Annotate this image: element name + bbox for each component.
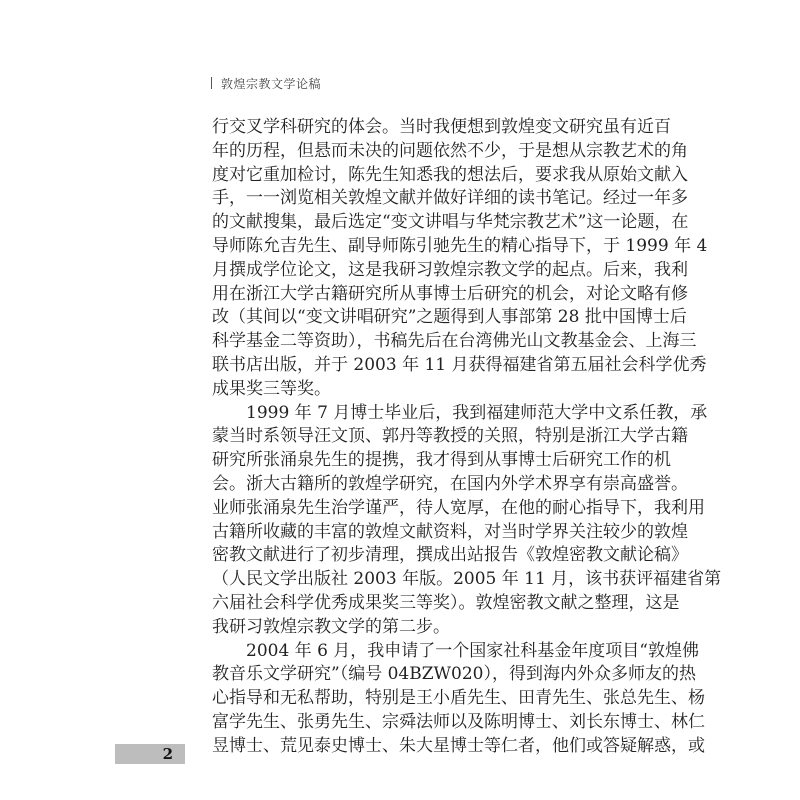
text-line: 成果奖三等奖。 (212, 378, 331, 399)
text-line: 密教文献进行了初步清理，撰成出站报告《敦煌密教文献论稿》 (212, 545, 688, 566)
text-line: 手，一一浏览相关敦煌文献并做好详细的读书笔记。经过一年多 (212, 188, 688, 209)
text-line: 教音乐文学研究”（编号 04BZW020），得到海内外众多师友的热 (212, 664, 696, 685)
text-line: 联书店出版，并于 2003 年 11 月获得福建省第五届社会科学优秀 (212, 354, 707, 375)
page-number-box (115, 744, 185, 764)
paragraph (212, 640, 705, 759)
text-line: 富学先生、张勇先生、宗舜法师以及陈明博士、刘长东博士、林仁 (212, 711, 705, 732)
text-line: 行交叉学科研究的体会。当时我便想到敦煌变文研究虽有近百 (212, 117, 671, 137)
text-line: 的文献搜集，最后选定“变文讲唱与华梵宗教艺术”这一论题，在 (212, 212, 689, 233)
running-header (211, 75, 321, 92)
paragraph (212, 116, 708, 402)
text-line: 心指导和无私帮助，特别是王小盾先生、田青先生、张总先生、杨 (212, 688, 705, 709)
text-line: 2004 年 6 月，我申请了一个国家社科基金年度项目“敦煌佛 (246, 640, 699, 661)
text-line: 我研习敦煌宗教文学的第二步。 (212, 616, 450, 637)
text-line: 月撰成学位论文，这是我研习敦煌宗教文学的起点。后来，我利 (212, 259, 688, 280)
page-number: 2 (162, 745, 173, 763)
text-line: 改（其间以“变文讲唱研究”之题得到人事部第 28 批中国博士后 (212, 307, 687, 328)
text-line: 研究所张涌泉先生的提携，我才得到从事博士后研究工作的机 (212, 450, 671, 471)
text-line: 年的历程，但悬而未决的问题依然不少，于是想从宗教艺术的角 (212, 140, 688, 161)
text-line: 度对它重加检讨，陈先生知悉我的想法后，要求我从原始文献入 (212, 164, 688, 185)
paragraph (212, 402, 722, 640)
text-line: 用在浙江大学古籍研究所从事博士后研究的机会，对论文略有修 (212, 283, 688, 304)
text-line: 会。浙大古籍所的敦煌学研究，在国内外学术界享有崇高盛誉。 (212, 473, 688, 494)
book-title: 敦煌宗教文学论稿 (221, 77, 322, 91)
text-line: 科学基金二等资助），书稿先后在台湾佛光山文教基金会、上海三 (212, 331, 697, 352)
text-line: 导师陈允吉先生、副导师陈引驰先生的精心指导下，于 1999 年 4 (212, 235, 708, 256)
text-line: 古籍所收藏的丰富的敦煌文献资料，对当时学界关注较少的敦煌 (212, 521, 688, 542)
text-line: 昱博士、荒见泰史博士、朱大星博士等仁者，他们或答疑解惑，或 (212, 735, 705, 756)
text-line: 1999 年 7 月博士毕业后，我到福建师范大学中文系任教，承 (246, 402, 708, 423)
body-text (212, 116, 722, 759)
text-line: 蒙当时系领导汪文顶、郭丹等教授的关照，特别是浙江大学古籍 (212, 426, 688, 447)
header-divider (211, 77, 212, 89)
text-line: （人民文学出版社 2003 年版。2005 年 11 月，该书获评福建省第 (212, 569, 722, 590)
text-line: 六届社会科学优秀成果奖三等奖）。敦煌密教文献之整理，这是 (212, 592, 680, 613)
text-line: 业师张涌泉先生治学谨严，待人宽厚，在他的耐心指导下，我利用 (212, 497, 705, 518)
